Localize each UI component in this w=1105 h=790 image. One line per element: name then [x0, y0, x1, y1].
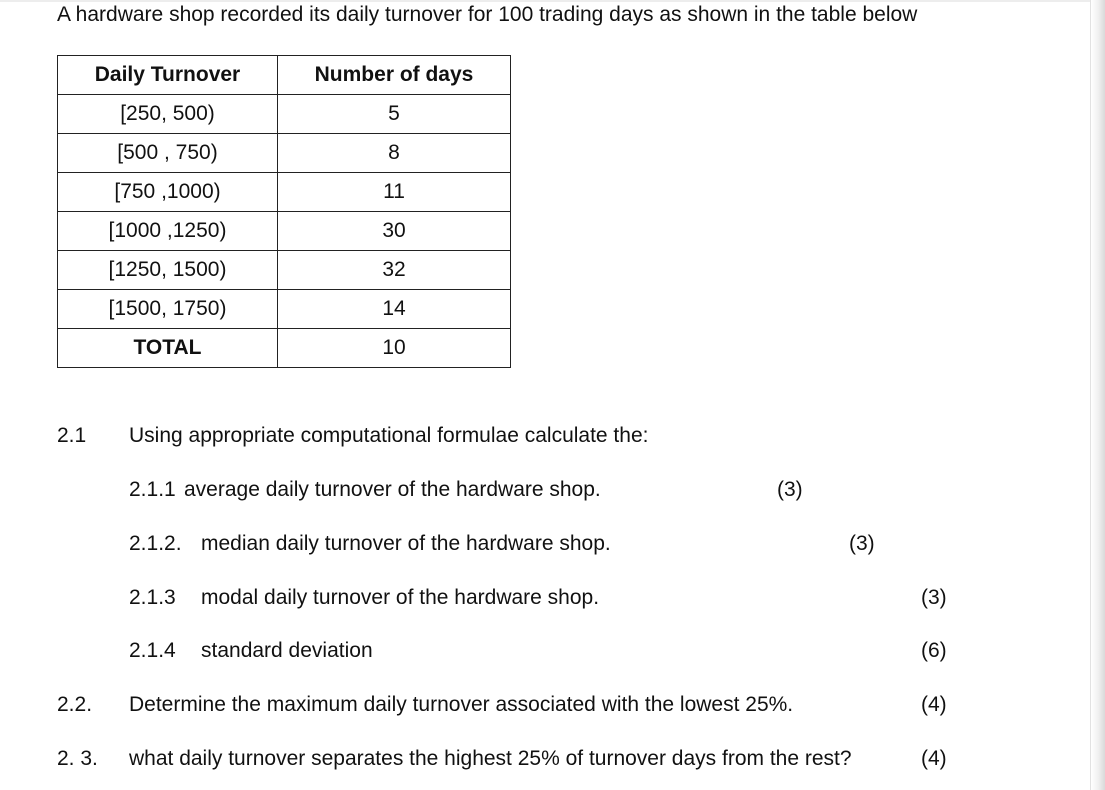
- question-2-2-marks: (4): [921, 693, 947, 716]
- header-daily-turnover: Daily Turnover: [58, 56, 278, 95]
- turnover-range: [750 ,1000): [58, 173, 278, 212]
- scrollbar-edge[interactable]: [1090, 0, 1105, 790]
- question-2-1-1-text: average daily turnover of the hardware shop.: [184, 478, 601, 501]
- total-label: TOTAL: [58, 329, 278, 368]
- question-2-1-3-marks: (3): [921, 586, 947, 609]
- turnover-range: [1000 ,1250): [58, 212, 278, 251]
- question-2-1-1-number: 2.1.1: [129, 478, 176, 501]
- turnover-range: [500 , 750): [58, 134, 278, 173]
- table-header-row: [58, 56, 511, 95]
- question-2-2-text: Determine the maximum daily turnover associated with the lowest 25%.: [129, 693, 794, 716]
- turnover-range: [1500, 1750): [58, 290, 278, 329]
- question-2-1-text: Using appropriate computational formulae calculate the:: [129, 424, 649, 447]
- days-count: 14: [278, 290, 511, 329]
- question-2-3-number: 2. 3.: [57, 747, 98, 770]
- days-count: 5: [278, 95, 511, 134]
- question-2-3-marks: (4): [921, 747, 947, 770]
- question-2-1-4-number: 2.1.4: [129, 639, 176, 662]
- question-2-1-1-marks: (3): [777, 478, 803, 501]
- top-edge: [0, 0, 1105, 2]
- question-2-1-2-number: 2.1.2.: [129, 532, 182, 555]
- days-count: 32: [278, 251, 511, 290]
- question-2-2-number: 2.2.: [57, 693, 93, 716]
- question-2-1-4-text: standard deviation: [201, 639, 373, 662]
- header-number-of-days: Number of days: [278, 56, 511, 95]
- table-row: [58, 212, 511, 251]
- turnover-range: [250, 500): [58, 95, 278, 134]
- question-2-1-2-marks: (3): [849, 532, 875, 555]
- question-2-1-number: 2.1: [57, 424, 87, 447]
- table-row: [58, 173, 511, 212]
- turnover-table: [57, 55, 511, 368]
- days-count: 30: [278, 212, 511, 251]
- table-total-row: [58, 329, 511, 368]
- table-row: [58, 251, 511, 290]
- days-count: 8: [278, 134, 511, 173]
- question-2-1-3-number: 2.1.3: [129, 586, 176, 609]
- question-2-1-2-text: median daily turnover of the hardware shop.: [201, 532, 611, 555]
- total-days: 10: [278, 329, 511, 368]
- table-row: [58, 134, 511, 173]
- turnover-range: [1250, 1500): [58, 251, 278, 290]
- question-2-1-4-marks: (6): [921, 639, 947, 662]
- table-row: [58, 290, 511, 329]
- days-count: 11: [278, 173, 511, 212]
- question-2-3-text: what daily turnover separates the highest 25% of turnover days from the rest?: [129, 747, 852, 770]
- table-row: [58, 95, 511, 134]
- intro-text: A hardware shop recorded its daily turnover for 100 trading days as shown in the table below: [57, 3, 918, 26]
- question-2-1-3-text: modal daily turnover of the hardware shop.: [201, 586, 600, 609]
